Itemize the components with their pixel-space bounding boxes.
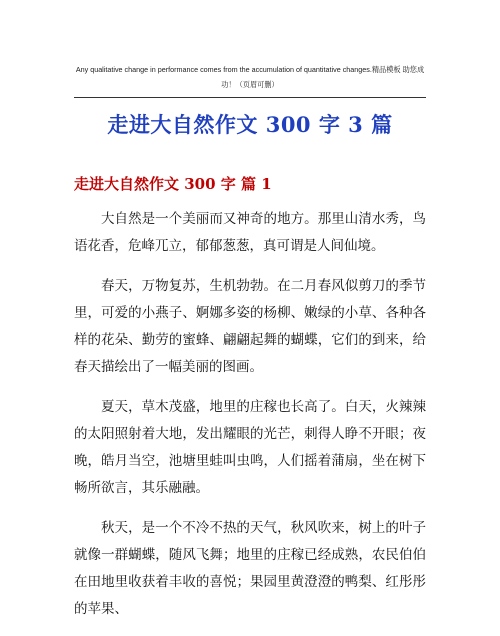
paragraph-autumn: 秋天，是一个不冷不热的天气，秋风吹来，树上的叶子就像一群蝴蝶，随风飞舞；地里的庄稼已经成熟，农民伯伯在田地里收获着丰收的喜悦；果园里黄澄澄的鸭梨、红彤彤的苹果、 [74, 520, 426, 617]
document-body [74, 206, 426, 636]
section-heading: 走进大自然作文 300 字 篇 1 [74, 175, 272, 193]
page-header [70, 62, 430, 92]
paragraph-spring: 春天，万物复苏，生机勃勃。在二月春风似剪刀的季节里，可爱的小燕子、婀娜多姿的杨柳、嫩绿的小草、各种各样的花朵、勤劳的蜜蜂、翩翩起舞的蝴蝶，它们的到来，给春天描绘出了一幅美丽的图画。 [74, 278, 426, 375]
paragraph-intro: 大自然是一个美丽而又神奇的地方。那里山清水秀，鸟语花香，危峰兀立，郁郁葱葱，真可谓是人间仙境。 [74, 211, 426, 254]
document-title: 走进大自然作文 300 字 3 篇 [107, 112, 393, 137]
header-text-line-1: Any qualitative change in performance comes from the accumulation of quantitative changes.精品模板 助您成 [75, 65, 425, 74]
header-text-line-2: 功！（页眉可删） [221, 80, 279, 89]
header-divider [74, 97, 426, 98]
paragraph-summer: 夏天，草木茂盛，地里的庄稼也长高了。白天，火辣辣的太阳照射着大地，发出耀眼的光芒，刺得人睁不开眼；夜晚，皓月当空，池塘里蛙叫虫鸣，人们摇着蒲扇，坐在树下畅所欲言，其乐融融。 [74, 399, 426, 496]
